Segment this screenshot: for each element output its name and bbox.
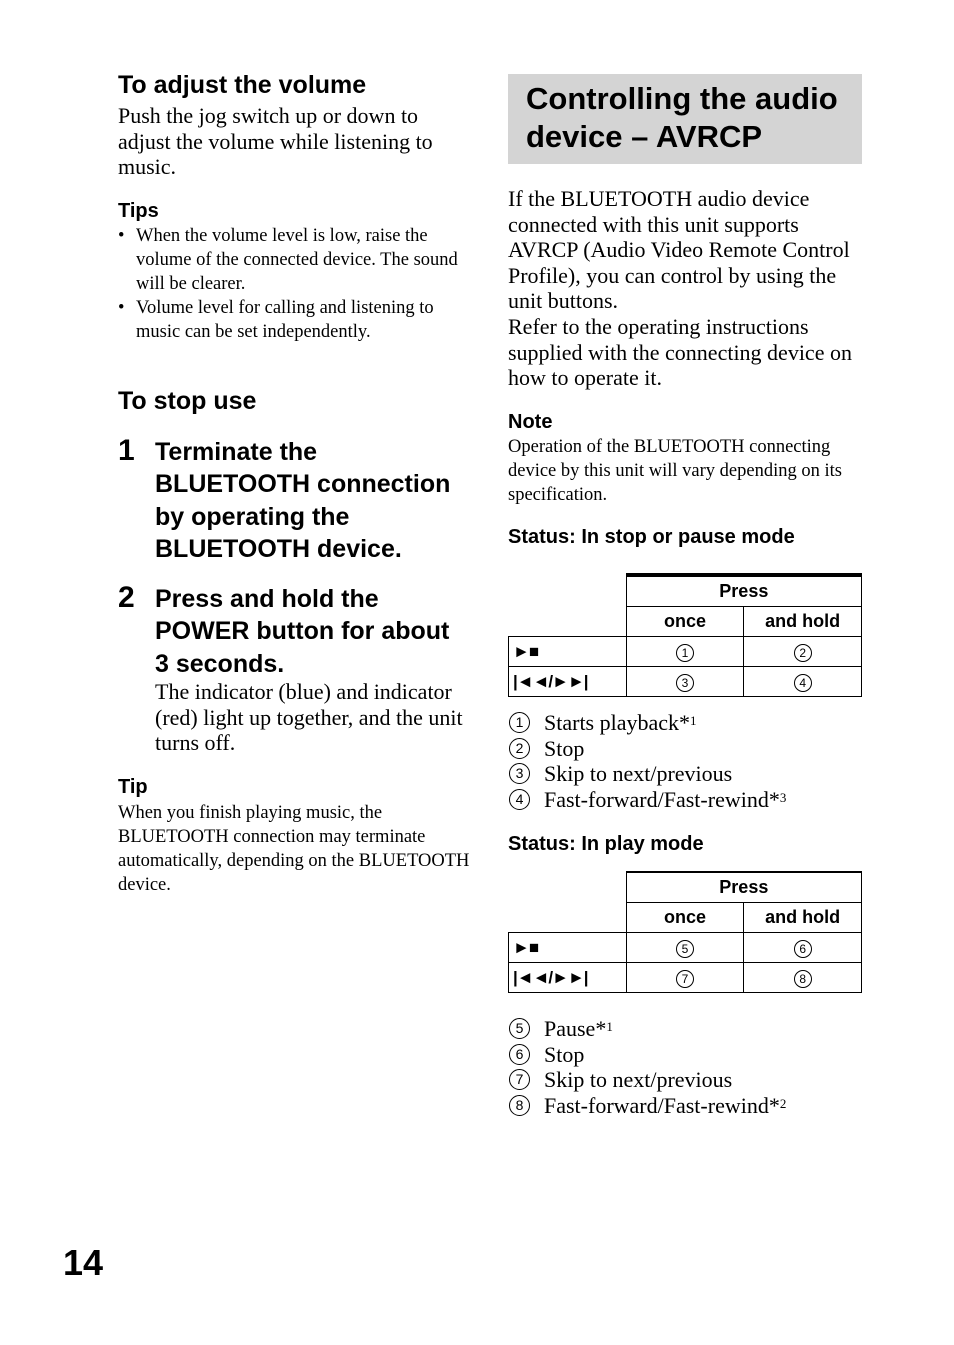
tip-body: When you finish playing music, the BLUETOOTH connection may terminate automatically, depending on the BLUETOOTH device. xyxy=(118,803,470,895)
step-1-text: Terminate the BLUETOOTH connection by operating the BLUETOOTH device. xyxy=(155,438,451,563)
legend-item: 2 Stop xyxy=(508,736,786,762)
status-play-table xyxy=(508,871,862,993)
table-row xyxy=(509,933,862,963)
step-badge: 4 xyxy=(794,674,812,692)
step-badge: 1 xyxy=(676,644,694,662)
and-hold-header: and hold xyxy=(744,607,862,637)
step-badge: 2 xyxy=(794,644,812,662)
step-badge: 3 xyxy=(676,674,694,692)
legend-stop-pause xyxy=(508,710,786,812)
step-badge: 6 xyxy=(794,940,812,958)
step-badge: 8 xyxy=(794,970,812,988)
and-hold-header: and hold xyxy=(744,903,862,933)
play-stop-icon: ►■ xyxy=(509,637,627,667)
step-1-number: 1 xyxy=(118,434,135,467)
adjust-volume-body: Push the jog switch up or down to adjust the volume while listening to music. xyxy=(118,103,433,179)
section-banner xyxy=(508,74,862,164)
status-stop-pause-heading: Status: In stop or pause mode xyxy=(508,526,795,548)
press-header: Press xyxy=(626,872,861,903)
legend-item: 1 Starts playback*$^1$ xyxy=(508,710,786,736)
tip-item: • When the volume level is low, raise the volume of the connected device. The sound will be clearer. xyxy=(118,226,458,294)
table-row xyxy=(509,963,862,993)
tips-list xyxy=(118,224,470,344)
table-row xyxy=(509,667,862,697)
legend-item: 7 Skip to next/previous xyxy=(508,1067,786,1093)
step-2-detail: The indicator (blue) and indicator (red) light up together, and the unit turns off. xyxy=(155,679,463,755)
note-body: Operation of the BLUETOOTH connecting device by this unit will vary depending on its specification. xyxy=(508,437,842,505)
step-badge: 5 xyxy=(676,940,694,958)
tip-item: • Volume level for calling and listening to music can be set independently. xyxy=(118,298,434,342)
legend-item: 5 Pause*$^1$ xyxy=(508,1016,786,1042)
legend-item: 6 Stop xyxy=(508,1042,786,1068)
prev-next-icon: |◄◄/►►| xyxy=(509,963,627,993)
note-heading: Note xyxy=(508,411,553,433)
stop-use-heading: To stop use xyxy=(118,387,257,415)
step-badge: 7 xyxy=(676,970,694,988)
once-header: once xyxy=(626,607,744,637)
press-header: Press xyxy=(626,575,861,607)
status-stop-pause-table xyxy=(508,573,862,697)
status-play-heading: Status: In play mode xyxy=(508,833,704,855)
prev-next-icon: |◄◄/►►| xyxy=(509,667,627,697)
step-2-number: 2 xyxy=(118,581,135,614)
intro-text: If the BLUETOOTH audio device connected with this unit supports AVRCP (Audio Video Remote Control Profile), you can control by using the unit buttons. xyxy=(508,186,850,313)
page-number: 14 xyxy=(63,1242,104,1283)
step-2-text: Press and hold the POWER button for about 3 seconds. xyxy=(155,585,450,678)
tips-heading: Tips xyxy=(118,200,159,222)
legend-item: 4 Fast-forward/Fast-rewind*$^3$ xyxy=(508,787,786,813)
play-stop-icon: ►■ xyxy=(509,933,627,963)
tip-heading: Tip xyxy=(118,776,148,798)
adjust-volume-heading: To adjust the volume xyxy=(118,71,367,99)
once-header: once xyxy=(626,903,744,933)
legend-item: 3 Skip to next/previous xyxy=(508,761,786,787)
legend-item: 8 Fast-forward/Fast-rewind*$^2$ xyxy=(508,1093,786,1119)
intro-text-2: Refer to the operating instructions supplied with the connecting device on how to operate it. xyxy=(508,314,852,390)
section-title: Controlling the audio device – AVRCP xyxy=(526,81,838,154)
legend-play xyxy=(508,1016,786,1118)
table-row xyxy=(509,637,862,667)
